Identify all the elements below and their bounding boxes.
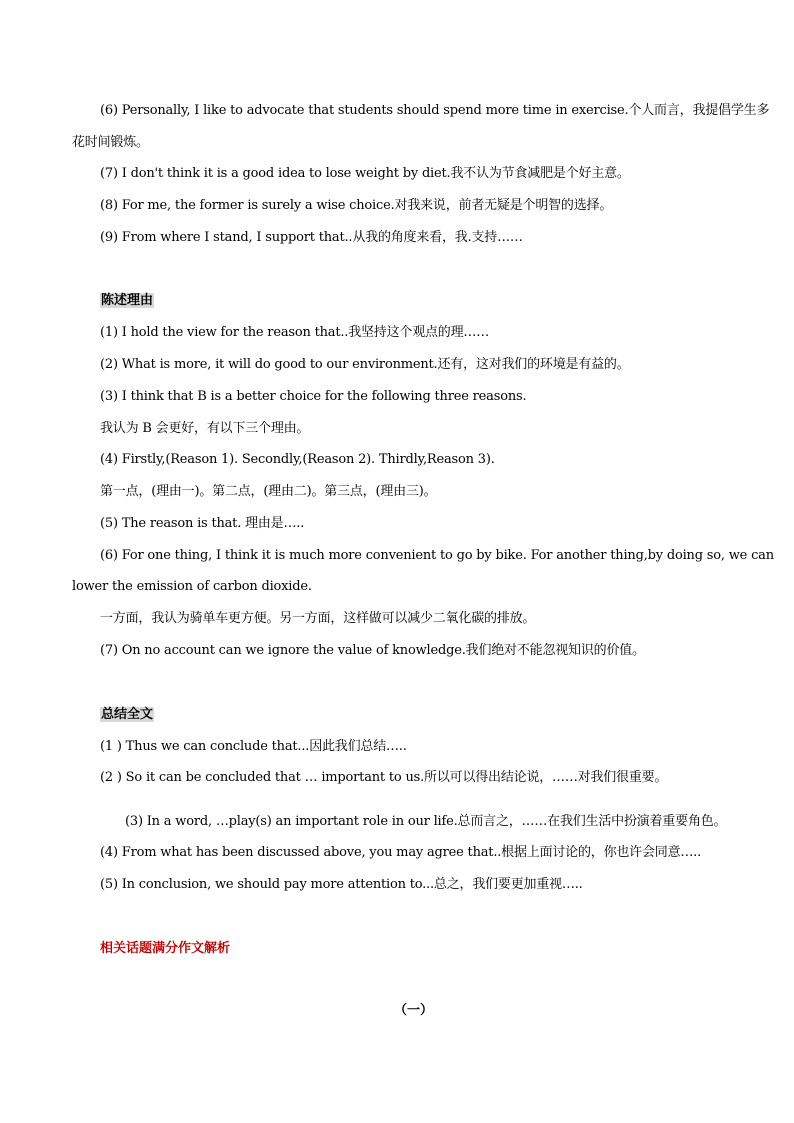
reason-line-7: (7) On no account can we ignore the value of knowledge.我们绝对不能忽视知识的价值。 (100, 643, 645, 658)
opinion-line-6: (6) Personally, I like to advocate that students should spend more time in exercise.个人而言，我提倡学生多 (100, 103, 770, 118)
reasons-heading (100, 292, 154, 310)
reason-line-2: (2) What is more, it will do good to our environment.还有，这对我们的环境是有益的。 (100, 357, 630, 372)
reason-line-4-translation: 第一点，(理由一)。第二点，(理由二)。第三点，(理由三)。 (100, 484, 437, 499)
opinion-line-9: (9) From where I stand, I support that..从我的角度来看，我.支持…… (100, 230, 523, 245)
reason-line-4: (4) Firstly,(Reason 1). Secondly,(Reason 2). Thirdly,Reason 3). (100, 452, 495, 467)
summary-heading-text: 总结全文 (101, 707, 154, 722)
reason-line-3-translation: 我认为 B 会更好，有以下三个理由。 (100, 421, 310, 436)
opinion-line-7: (7) I don't think it is a good idea to lose weight by diet.我不认为节食减肥是个好主意。 (100, 166, 630, 181)
opinion-line-8: (8) For me, the former is surely a wise choice.对我来说，前者无疑是个明智的选择。 (100, 198, 613, 213)
summary-line-1: (1 ) Thus we can conclude that...因此我们总结….. (100, 739, 407, 754)
summary-line-5: (5) In conclusion, we should pay more attention to...总之，我们要更加重视….. (100, 877, 583, 892)
summary-line-2: (2 ) So it can be concluded that … important to us.所以可以得出结论说，……对我们很重要。 (100, 770, 668, 785)
summary-line-4: (4) From what has been discussed above, you may agree that..根据上面讨论的，你也许会同意….. (100, 845, 702, 860)
reason-line-5: (5) The reason is that. 理由是….. (100, 516, 305, 531)
section-title: 相关话题满分作文解析 (100, 941, 231, 956)
reason-line-1: (1) I hold the view for the reason that..我坚持这个观点的理…… (100, 325, 490, 340)
reasons-heading-text: 陈述理由 (101, 293, 154, 308)
opinion-line-6-cont: 花时间锻炼。 (72, 135, 149, 150)
subsection-title: （一） (394, 1003, 434, 1018)
summary-line-3: (3) In a word, …play(s) an important role in our life.总而言之，……在我们生活中扮演着重要角色。 (125, 814, 727, 829)
reason-line-6-translation: 一方面，我认为骑单车更方便。另一方面，这样做可以减少二氧化碳的排放。 (100, 611, 536, 626)
reason-line-3: (3) I think that B is a better choice for the following three reasons. (100, 389, 527, 404)
reason-line-6-cont: lower the emission of carbon dioxide. (72, 579, 312, 594)
reason-line-6: (6) For one thing, I think it is much more convenient to go by bike. For another thing,by doing so, we can (100, 548, 774, 563)
summary-heading (100, 706, 154, 724)
